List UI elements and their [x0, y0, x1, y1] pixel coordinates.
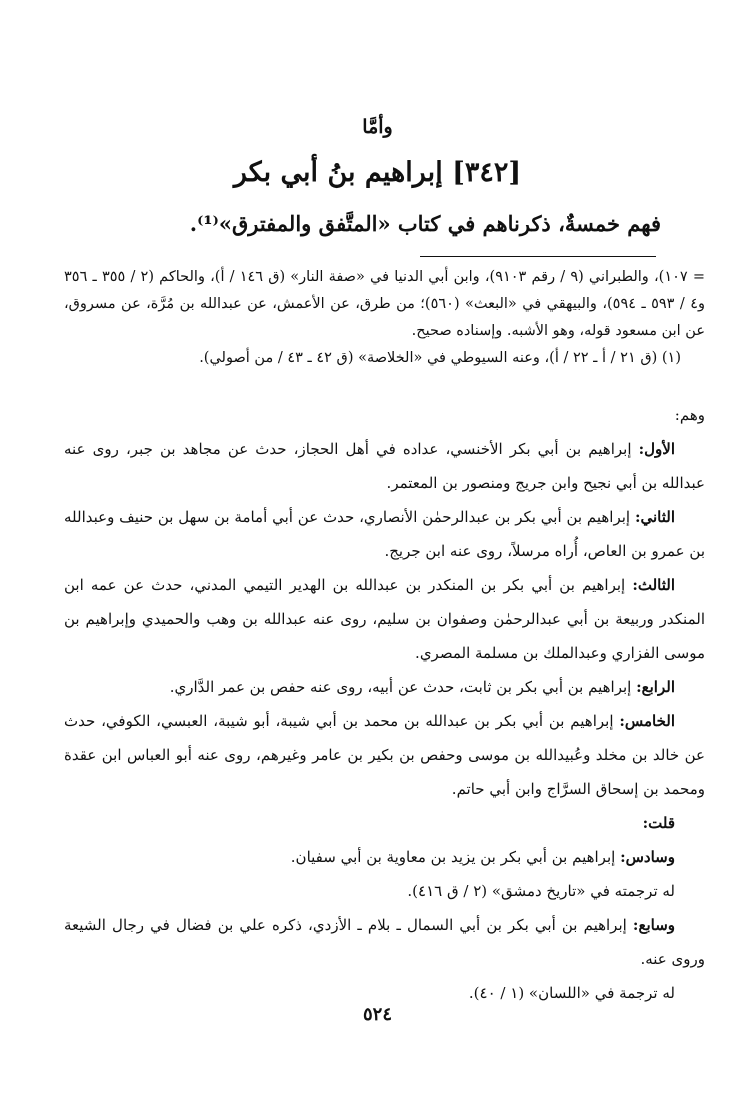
entry-subheading: فهم خمسةٌ، ذكرناهم في كتاب «المتَّفق والمفترق»⁽¹⁾. [189, 211, 661, 236]
sixth-label: وسادس: [620, 848, 675, 866]
seventh-label: وسابع: [632, 916, 675, 934]
wahum-label: وهم: [674, 406, 705, 424]
third-label: الثالث: [632, 576, 675, 594]
main-text [64, 398, 705, 1010]
seventh-note: له ترجمة في «اللسان» (١ / ٤٠). [468, 984, 675, 1002]
footnotes [64, 264, 705, 372]
third-text: إبراهيم بن أبي بكر بن المنكدر بن عبدالله بن الهدير التيمي المدني، حدث عن عمه ابن المنكدر وربيعة بن أبي عبدالرحمٰن وصفوان بن سليم، روى عنه عبدالله بن وهب والحميدي وإبراهيم بن موسى الفزاري وعبدالملك بن مسلمة المصري. [64, 576, 705, 662]
seventh-text: إبراهيم بن أبي بكر بن أبي السمال ـ بلام ـ الأزدي، ذكره علي بن فضال في رجال الشيعة وروى عنه. [64, 916, 705, 968]
entry-third [64, 568, 705, 670]
fifth-label: الخامس: [619, 712, 675, 730]
first-label: الأول: [638, 440, 675, 458]
sixth-note: له ترجمته في «تاريخ دمشق» (٢ / ق ٤١٦). [407, 882, 675, 900]
entry-second [64, 500, 705, 568]
fifth-text: إبراهيم بن أبي بكر بن عبدالله بن محمد بن أبي شيبة، أبو شيبة، العبسي، الكوفي، حدث عن خالد بن مخلد وعُبيدالله بن موسى وحفص بن بكير بن عامر وغيرهم، روى عنه أبو العباس ابن عقدة ومحمد بن إسحاق السرَّاج وابن أبي حاتم. [64, 712, 705, 798]
entry-heading: [٣٤٢] إبراهيم بنُ أبي بكر [233, 157, 522, 188]
footnote-separator [420, 256, 656, 257]
second-label: الثاني: [634, 508, 675, 526]
sixth-text: إبراهيم بن أبي بكر بن يزيد بن معاوية بن أبي سفيان. [290, 848, 621, 866]
second-text: إبراهيم بن أبي بكر بن عبدالرحمٰن الأنصاري، حدث عن أبي أمامة بن سهل بن حنيف وعبدالله بن عمرو بن العاص، أُراه مرسلاً، روى عنه ابن جريج. [64, 508, 705, 560]
fourth-label: الرابع: [636, 678, 675, 696]
fourth-text: إبراهيم بن أبي بكر بن ثابت، حدث عن أبيه، روى عنه حفص بن عمر الدَّاري. [169, 678, 637, 696]
entry-fifth [64, 704, 705, 806]
intro-word: وأمَّا [362, 116, 393, 138]
page-number: ٥٢٤ [362, 1004, 392, 1025]
footnote-1: (١) (ق ٢١ / أ ـ ٢٢ / أ)، وعنه السيوطي في «الخلاصة» (ق ٤٢ ـ ٤٣ / من أصولي). [199, 350, 681, 366]
footnote-continuation: = ١٠٧)، والطبراني (٩ / رقم ٩١٠٣)، وابن أبي الدنيا في «صفة النار» (ق ١٤٦ / أ)، والحاكم (٢ / ٣٥٥ ـ ٣٥٦ و٤ / ٥٩٣ ـ ٥٩٤)، والبيهقي في «البعث» (٥٦٠)؛ من طرق، عن الأعمش، عن عبدالله بن مُرَّة، عن مسروق، عن ابن مسعود قوله، وهو الأشبه. وإسناده صحيح. [64, 269, 706, 339]
entry-first [64, 432, 705, 500]
entry-seventh [64, 908, 705, 976]
qult-label: قلت: [642, 814, 675, 832]
entry-sixth [64, 840, 705, 874]
first-text: إبراهيم بن أبي بكر الأخنسي، عداده في أهل الحجاز، حدث عن مجاهد بن جبر، روى عنه عبدالله بن أبي نجيح وابن جريج ومنصور بن المعتمر. [64, 440, 705, 492]
entry-fourth [64, 670, 705, 704]
